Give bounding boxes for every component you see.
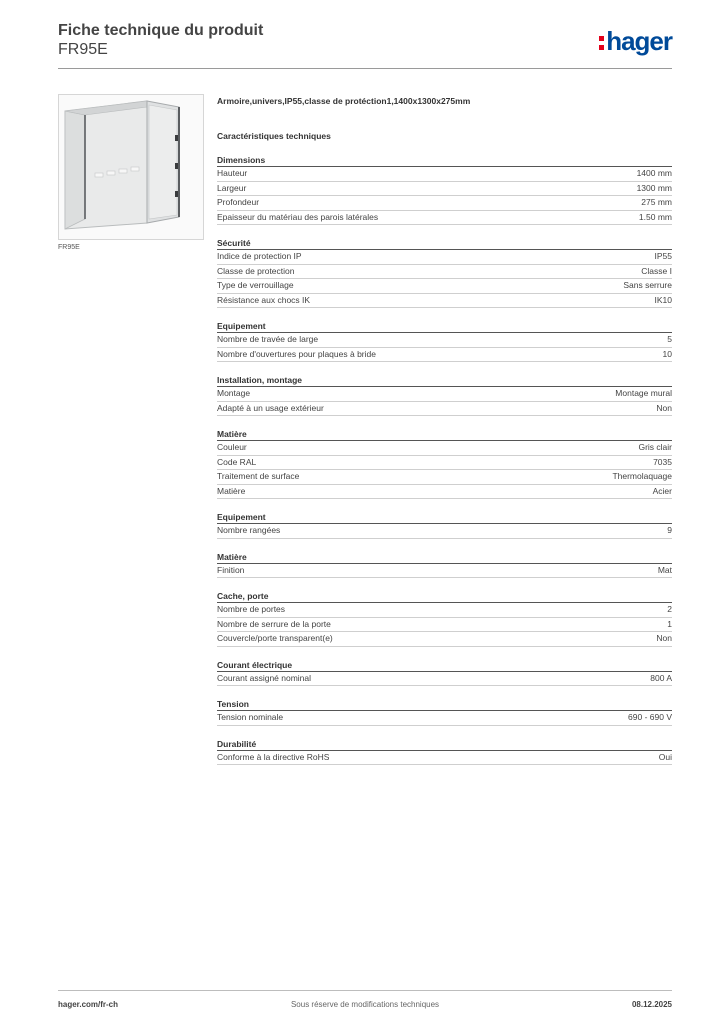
spec-value: 1.50 mm (638, 211, 672, 222)
spec-label: Largeur (217, 182, 247, 193)
spec-row (217, 211, 672, 226)
spec-label: Traitement de surface (217, 471, 300, 481)
spec-row (217, 402, 672, 417)
section-title: Sécurité (217, 237, 672, 250)
footer-date: 08.12.2025 (631, 1000, 672, 1009)
spec-value: Non (656, 402, 672, 413)
spec-sections (217, 154, 672, 765)
page-title: Fiche technique du produit (58, 22, 264, 39)
section-title: Courant électrique (217, 659, 672, 672)
spec-row (217, 441, 672, 456)
spec-content (217, 95, 672, 765)
spec-label: Nombre rangées (217, 525, 281, 535)
spec-row (217, 196, 672, 211)
spec-label: Profondeur (217, 197, 260, 207)
spec-value: 2 (667, 604, 672, 614)
product-description: Armoire,univers,IP55,classe de protéction1,1400x1300x275mm (217, 96, 471, 106)
section-title: Equipement (217, 320, 672, 333)
spec-row (217, 387, 672, 402)
spec-row (217, 564, 672, 579)
section-title: Installation, montage (217, 374, 672, 387)
spec-value: 1 (667, 618, 672, 629)
product-image (58, 94, 204, 240)
logo-text: hager (606, 26, 672, 56)
spec-label: Matière (217, 485, 246, 496)
spec-row (217, 672, 672, 687)
spec-section (217, 590, 672, 647)
footer-website: hager.com/fr-ch (58, 1000, 119, 1009)
spec-value: 800 A (650, 672, 672, 683)
spec-label: Conforme à la directive RoHS (217, 751, 330, 762)
section-title: Cache, porte (217, 590, 672, 603)
spec-row (217, 294, 672, 309)
spec-row (217, 348, 672, 363)
spec-label: Résistance aux chocs IK (217, 294, 311, 305)
spec-row (217, 167, 672, 182)
spec-label: Couvercle/porte transparent(e) (217, 633, 333, 643)
spec-value: 9 (667, 525, 672, 535)
spec-row (217, 182, 672, 197)
spec-value: Thermolaquage (612, 471, 672, 481)
spec-value: Sans serrure (623, 280, 672, 290)
spec-label: Nombre d'ouvertures pour plaques à bride (217, 348, 376, 359)
section-title: Tension (217, 698, 672, 711)
spec-label: Nombre de travée de large (217, 334, 319, 344)
spec-value: Classe I (641, 265, 672, 276)
spec-row (217, 485, 672, 500)
spec-label: Hauteur (217, 168, 248, 178)
spec-row (217, 265, 672, 280)
spec-section (217, 237, 672, 308)
spec-section (217, 551, 672, 579)
spec-value: Gris clair (638, 442, 672, 452)
spec-value: Non (656, 633, 672, 643)
spec-label: Classe de protection (217, 265, 295, 276)
spec-label: Type de verrouillage (217, 280, 294, 290)
spec-section (217, 428, 672, 499)
spec-label: Tension nominale (217, 712, 284, 722)
section-title: Dimensions (217, 154, 672, 167)
spec-label: Indice de protection IP (217, 251, 302, 261)
spec-section (217, 320, 672, 362)
spec-value: IP55 (654, 251, 672, 261)
spec-row (217, 470, 672, 485)
section-title: Matière (217, 428, 672, 441)
spec-row (217, 250, 672, 265)
spec-label: Epaisseur du matériau des parois latérales (217, 211, 379, 222)
page-header (58, 20, 672, 69)
spec-label: Adapté à un usage extérieur (217, 402, 324, 413)
image-caption: FR95E (58, 244, 80, 251)
spec-row (217, 711, 672, 726)
spec-row (217, 603, 672, 618)
page-footer (58, 990, 672, 1021)
spec-section (217, 374, 672, 416)
spec-row (217, 456, 672, 471)
logo-dots-icon (599, 36, 604, 50)
spec-row (217, 279, 672, 294)
spec-section (217, 511, 672, 539)
spec-label: Montage (217, 388, 251, 398)
spec-value: IK10 (654, 294, 672, 305)
spec-value: Montage mural (615, 388, 672, 398)
spec-value: 1400 mm (636, 168, 672, 178)
tech-characteristics-title: Caractéristiques techniques (217, 131, 331, 141)
spec-value: Oui (658, 751, 672, 762)
spec-row (217, 618, 672, 633)
spec-section (217, 738, 672, 766)
spec-section (217, 154, 672, 225)
spec-row (217, 524, 672, 539)
spec-label: Nombre de serrure de la porte (217, 618, 331, 629)
product-reference: FR95E (58, 41, 108, 58)
spec-value: 7035 (653, 456, 672, 467)
footer-notice: Sous réserve de modifications techniques (290, 1000, 440, 1009)
spec-row (217, 632, 672, 647)
spec-value: 690 - 690 V (628, 712, 672, 722)
spec-value: 1300 mm (636, 182, 672, 193)
spec-label: Courant assigné nominal (217, 672, 312, 683)
hager-logo (599, 26, 672, 56)
section-title: Durabilité (217, 738, 672, 751)
spec-row (217, 333, 672, 348)
spec-section (217, 698, 672, 726)
spec-value: 5 (667, 334, 672, 344)
spec-label: Code RAL (217, 456, 257, 467)
spec-value: 275 mm (641, 197, 672, 207)
spec-value: Mat (657, 564, 672, 575)
spec-row (217, 751, 672, 766)
spec-value: Acier (652, 485, 672, 496)
cabinet-illustration (59, 95, 203, 239)
spec-section (217, 659, 672, 687)
spec-label: Couleur (217, 442, 247, 452)
spec-value: 10 (662, 348, 672, 359)
section-title: Equipement (217, 511, 672, 524)
section-title: Matière (217, 551, 672, 564)
spec-label: Nombre de portes (217, 604, 286, 614)
spec-label: Finition (217, 564, 245, 575)
